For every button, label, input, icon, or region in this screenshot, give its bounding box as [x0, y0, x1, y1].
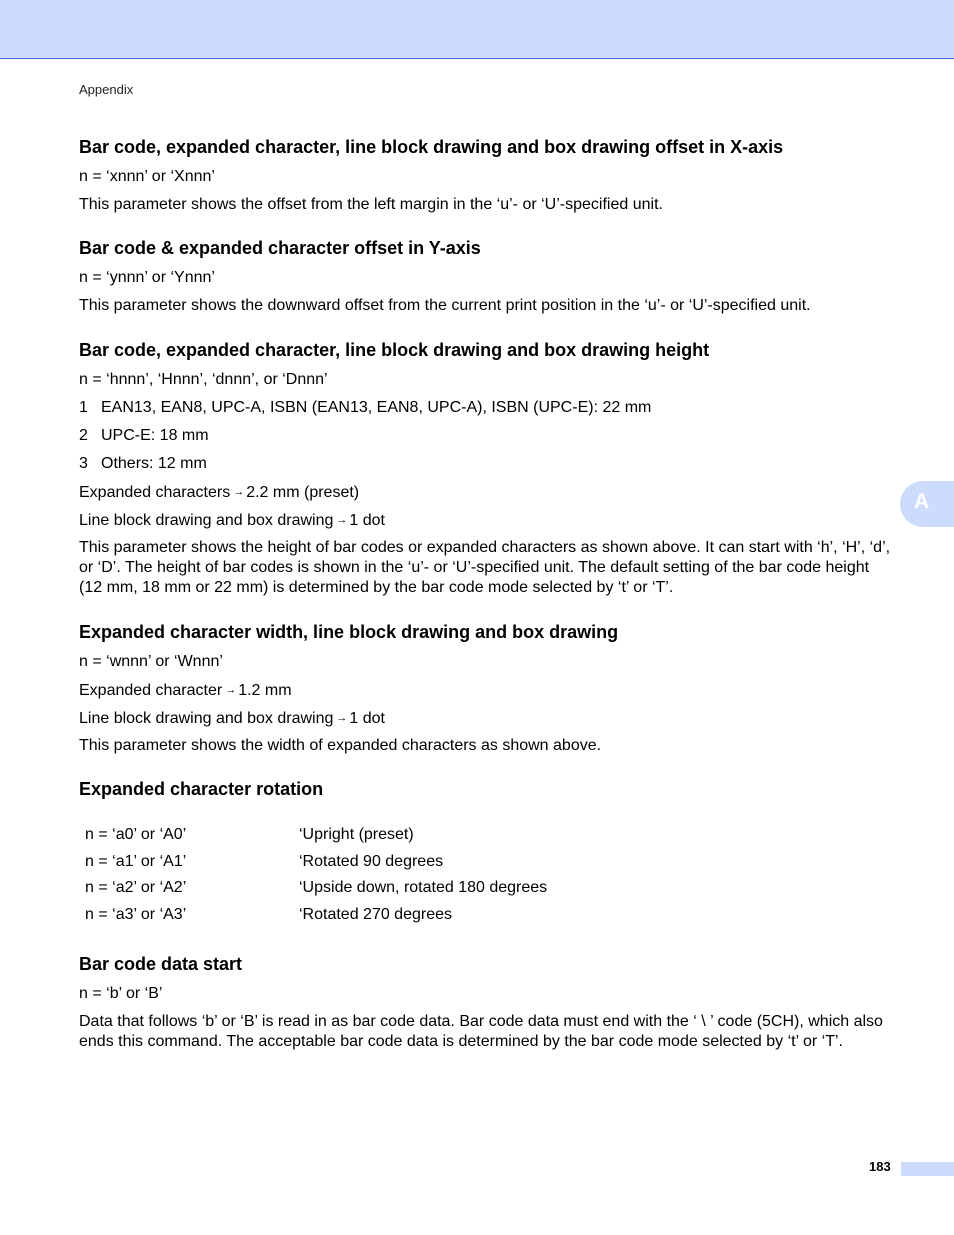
width-expanded-line [79, 680, 292, 701]
data-start-description: Data that follows ‘b’ or ‘B’ is read in as bar code data. Bar code data must end with the ‘ \ ’ code (5CH), which also ends this command. The acceptable bar code data is determined by the bar code mode selected by ‘t’ or ‘T’. [79, 1013, 883, 1050]
data-start-param: n = ‘b’ or ‘B’ [79, 985, 163, 1002]
page-number: 183 [869, 1159, 891, 1174]
running-head: Appendix [79, 82, 134, 97]
height-description: This parameter shows the height of bar codes or expanded characters as shown above. It can start with ‘h’, ‘H’, ‘d’, or ‘D’. The height of bar codes is shown in the ‘u’- or ‘U’-specified unit. The default setting of the bar code height (12 mm, 18 mm or 22 mm) is determined by the bar code mode selected by ‘t’ or ‘T’. [79, 539, 891, 596]
y-offset-param: n = ‘ynnn’ or ‘Ynnn’ [79, 269, 215, 286]
section-heading-y-offset: Bar code & expanded character offset in Y-axis [79, 238, 481, 258]
list-number: 3 [79, 455, 88, 472]
list-number: 1 [79, 399, 88, 416]
width-description: This parameter shows the width of expanded characters as shown above. [79, 737, 602, 754]
expanded-label: Expanded characters [79, 484, 231, 501]
section-heading-height: Bar code, expanded character, line block drawing and box drawing height [79, 340, 710, 360]
rotation-desc: ‘Rotated 90 degrees [299, 852, 444, 870]
list-text: EAN13, EAN8, UPC-A, ISBN (EAN13, EAN8, UPC-A), ISBN (UPC-E): 22 mm [101, 399, 652, 416]
x-offset-description: This parameter shows the offset from the left margin in the ‘u’- or ‘U’-specified unit. [79, 196, 663, 213]
width-line-block-line [79, 708, 385, 729]
section-heading-rotation: Expanded character rotation [79, 779, 324, 799]
rotation-desc: ‘Upside down, rotated 180 degrees [299, 879, 548, 896]
header-band [0, 0, 954, 59]
height-expanded-line [79, 482, 359, 503]
rotation-code: n = ‘a1’ or ‘A1’ [85, 852, 187, 870]
rotation-code: n = ‘a3’ or ‘A3’ [85, 905, 187, 923]
rotation-code: n = ‘a0’ or ‘A0’ [85, 826, 187, 843]
width-param: n = ‘wnnn’ or ‘Wnnn’ [79, 653, 223, 670]
line-block-value: 1 dot [349, 710, 385, 727]
section-heading-data-start: Bar code data start [79, 954, 243, 974]
rotation-desc: ‘Rotated 270 degrees [299, 905, 452, 923]
arrow-right-icon: → [336, 514, 348, 526]
height-list-item-3 [79, 454, 207, 474]
line-block-label: Line block drawing and box drawing [79, 710, 334, 727]
rotation-code: n = ‘a2’ or ‘A2’ [85, 879, 187, 896]
section-heading-x-offset: Bar code, expanded character, line block drawing and box drawing offset in X-axis [79, 137, 784, 157]
rotation-desc: ‘Upright (preset) [299, 826, 414, 843]
footer-bar [901, 1162, 954, 1176]
expanded-value: 1.2 mm [238, 682, 292, 699]
arrow-right-icon: → [233, 486, 245, 498]
list-text: Others: 12 mm [101, 455, 207, 472]
y-offset-description: This parameter shows the downward offset from the current print position in the ‘u’- or ‘U’-specified unit. [79, 297, 811, 314]
chapter-tab-letter: A [914, 490, 930, 513]
arrow-right-icon: → [225, 684, 237, 696]
list-number: 2 [79, 427, 88, 444]
height-list-item-1 [79, 398, 651, 418]
arrow-right-icon: → [336, 712, 348, 724]
line-block-value: 1 dot [349, 512, 385, 529]
expanded-value: 2.2 mm (preset) [246, 484, 360, 501]
height-list-item-2 [79, 426, 209, 446]
section-heading-width: Expanded character width, line block drawing and box drawing [79, 622, 619, 642]
expanded-label: Expanded character [79, 682, 223, 699]
chapter-tab [900, 481, 954, 527]
line-block-label: Line block drawing and box drawing [79, 512, 334, 529]
height-param: n = ‘hnnn’, ‘Hnnn’, ‘dnnn’, or ‘Dnnn’ [79, 371, 328, 388]
height-line-block-line [79, 510, 385, 531]
x-offset-param: n = ‘xnnn’ or ‘Xnnn’ [79, 168, 215, 185]
list-text: UPC-E: 18 mm [101, 427, 209, 444]
